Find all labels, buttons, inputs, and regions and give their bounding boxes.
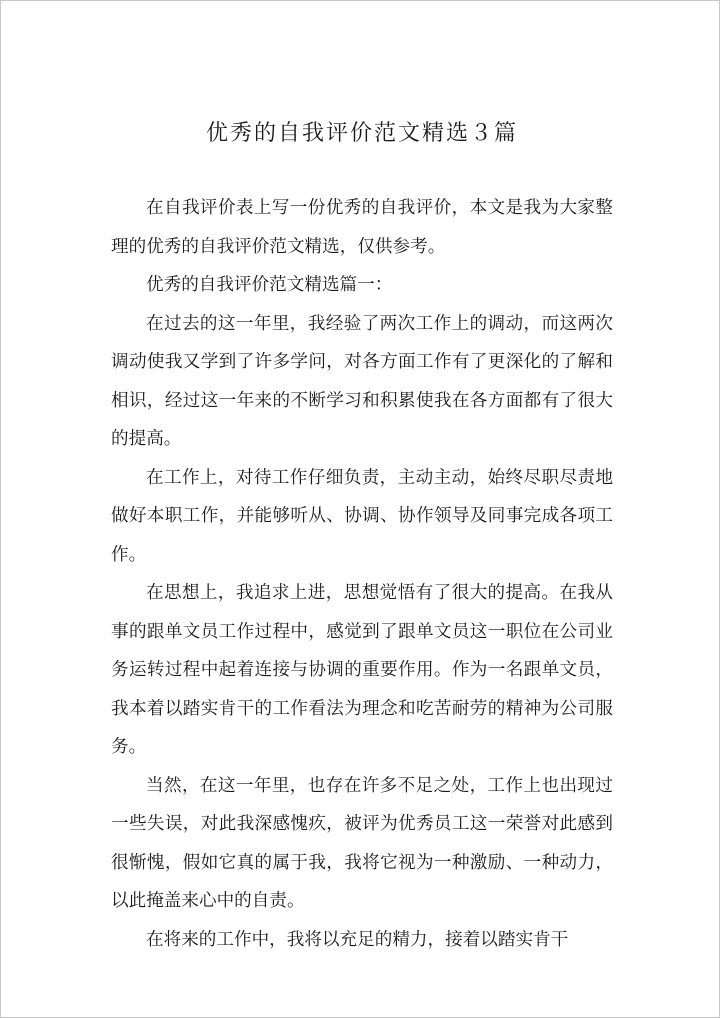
paragraph-intro: 在自我评价表上写一份优秀的自我评价，本文是我为大家整理的优秀的自我评价范文精选，仅供参考。 <box>111 198 613 257</box>
paragraph-thought: 在思想上，我追求上进，思想觉悟有了很大的提高。在我从事的跟单文员工作过程中，感觉到了跟单文员这一职位在公司业务运转过程中起着连接与协调的重要作用。作为一名跟单文员，我本着以踏实肯干的工作看法为理念和吃苦耐劳的精神为公司服务。 <box>111 583 613 757</box>
paragraph-past-year: 在过去的这一年里，我经验了两次工作上的调动，而这两次调动使我又学到了许多学问，对各方面工作有了更深化的了解和相识，经过这一年来的不断学习和积累使我在各方面都有了很大的提高。 <box>111 313 613 449</box>
paragraph-work: 在工作上，对待工作仔细负责，主动主动，始终尽职尽责地做好本职工作，并能够听从、协调、协作领导及同事完成各项工作。 <box>111 467 613 565</box>
paragraph-future: 在将来的工作中，我将以充足的精力，接着以踏实肯干 <box>146 929 569 950</box>
document-body <box>111 111 613 959</box>
document-title: 优秀的自我评价范文精选３篇 <box>205 121 518 146</box>
paragraph-section-heading: 优秀的自我评价范文精选篇一： <box>146 275 393 295</box>
paragraph-shortcomings: 当然，在这一年里，也存在许多不足之处，工作上也出现过一些失误，对此我深感愧疚，被评为优秀员工这一荣誉对此感到很惭愧，假如它真的属于我，我将它视为一种激励、一种动力，以此掩盖来心中的自责。 <box>111 775 613 911</box>
